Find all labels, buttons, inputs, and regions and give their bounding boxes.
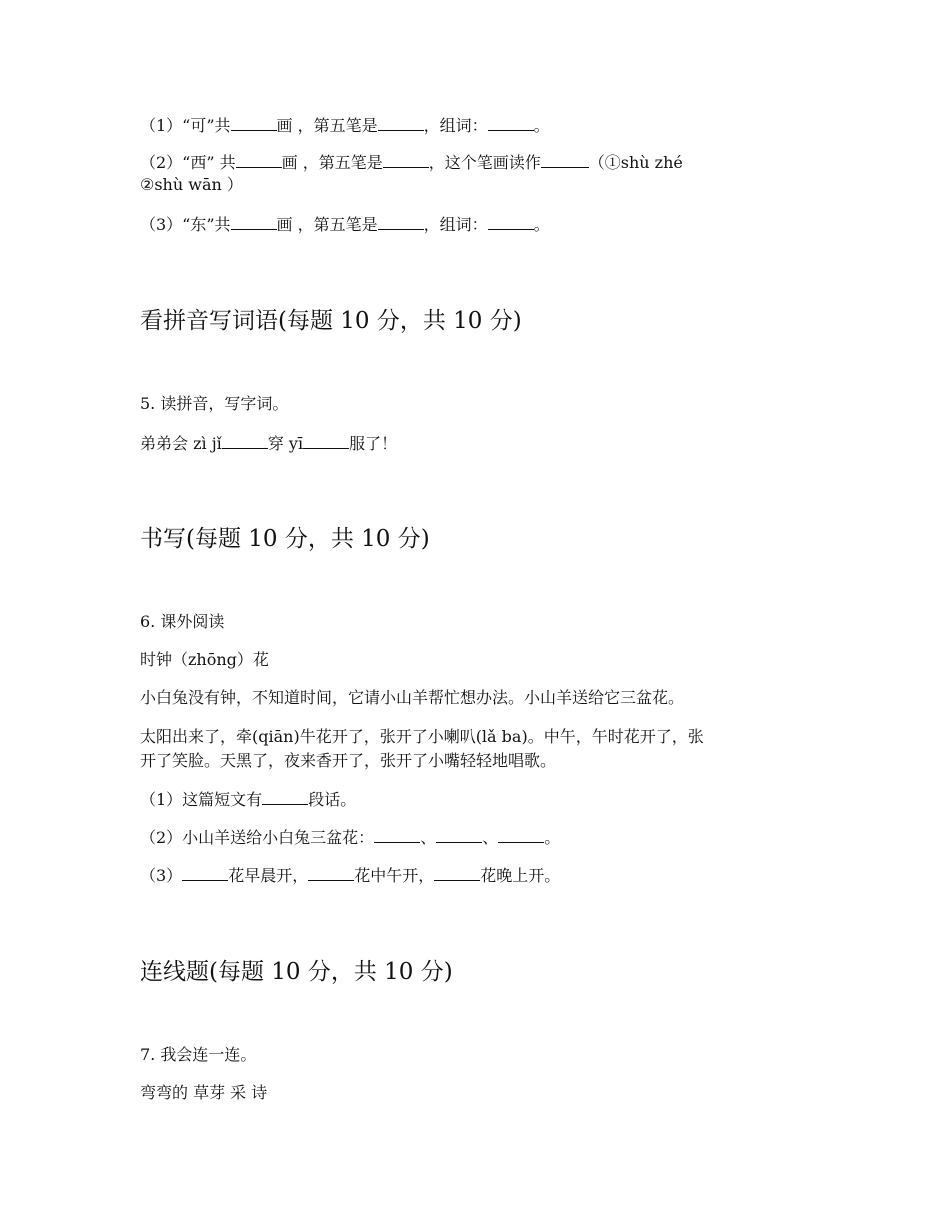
q4-item-1-text-a: （1）“可”共 [140, 116, 231, 135]
section-heading-pinyin: 看拼音写词语(每题 10 分，共 10 分) [140, 308, 522, 334]
q6-item-2 [140, 826, 560, 849]
q6-item-3-text-a: （3） [140, 866, 183, 885]
answer-blank[interactable] [383, 151, 429, 168]
q4-item-1-text-c: ，组词： [423, 116, 488, 135]
section-heading-matching: 连线题(每题 10 分，共 10 分) [140, 959, 453, 985]
answer-blank[interactable] [374, 826, 420, 843]
q7-title: 7. 我会连一连。 [140, 1045, 257, 1064]
answer-blank[interactable] [182, 864, 228, 881]
q6-item-2-end: 。 [544, 828, 561, 847]
answer-blank[interactable] [262, 788, 308, 805]
passage-title: 时钟（zhōng）花 [140, 650, 269, 669]
separator: 、 [420, 828, 437, 847]
q6-item-1-text-a: （1）这篇短文有 [140, 790, 263, 809]
answer-blank[interactable] [436, 826, 482, 843]
q4-item-2 [140, 151, 683, 174]
q5-title: 5. 读拼音，写字词。 [140, 394, 289, 413]
passage-paragraph-1: 小白兔没有钟，不知道时间，它请小山羊帮忙想办法。小山羊送给它三盆花。 [140, 688, 685, 707]
answer-blank[interactable] [231, 213, 277, 230]
q4-item-3 [140, 213, 550, 236]
q5-text-b: 穿 yī [267, 434, 304, 453]
answer-blank[interactable] [378, 114, 424, 131]
q6-item-3-text-b: 花早晨开， [228, 866, 309, 885]
answer-blank[interactable] [236, 151, 282, 168]
section-heading-writing: 书写(每题 10 分，共 10 分) [140, 526, 430, 552]
answer-blank[interactable] [498, 826, 544, 843]
q4-item-3-text-c: ，组词： [423, 215, 488, 234]
q6-item-3-text-d: 花晚上开。 [480, 866, 561, 885]
answer-blank[interactable] [488, 213, 534, 230]
q7-matching-items: 弯弯的 草芽 采 诗 [140, 1083, 268, 1102]
q4-item-2-text-d: （①shù zhé [588, 153, 683, 172]
q4-item-1 [140, 114, 550, 137]
q4-item-3-text-d: 。 [533, 215, 550, 234]
q4-item-2-text-e: ②shù wān ） [140, 175, 243, 194]
answer-blank[interactable] [434, 864, 480, 881]
q5-text-c: 服了！ [349, 434, 398, 453]
answer-blank[interactable] [231, 114, 277, 131]
q4-item-3-text-a: （3）“东”共 [140, 215, 231, 234]
q6-item-3 [140, 864, 560, 887]
passage-paragraph-2-line-2: 开了笑脸。天黑了，夜来香开了，张开了小嘴轻轻地唱歌。 [140, 751, 557, 770]
passage-paragraph-2-line-1: 太阳出来了，牵(qiān)牛花开了，张开了小喇叭(lǎ ba)。中午，午时花开了，张 [140, 727, 704, 746]
q4-item-2-text-b: 画 ，第五笔是 [281, 153, 383, 172]
answer-blank[interactable] [303, 432, 349, 449]
q6-item-2-text-a: （2）小山羊送给小白兔三盆花： [140, 828, 375, 847]
answer-blank[interactable] [308, 864, 354, 881]
answer-blank[interactable] [541, 151, 589, 168]
q4-item-3-text-b: 画 ，第五笔是 [276, 215, 378, 234]
q5-item [140, 432, 397, 455]
answer-blank[interactable] [488, 114, 534, 131]
answer-blank[interactable] [222, 432, 268, 449]
q6-item-1 [140, 788, 356, 811]
q4-item-2-text-a: （2）“西” 共 [140, 153, 236, 172]
q5-text-a: 弟弟会 zì jǐ [140, 434, 222, 453]
q6-title: 6. 课外阅读 [140, 612, 225, 631]
q4-item-1-text-b: 画 ，第五笔是 [276, 116, 378, 135]
separator: 、 [482, 828, 499, 847]
answer-blank[interactable] [378, 213, 424, 230]
q4-item-2-text-c: ，这个笔画读作 [428, 153, 541, 172]
q6-item-3-text-c: 花中午开， [354, 866, 435, 885]
q4-item-2-cont [140, 174, 243, 196]
q4-item-1-text-d: 。 [533, 116, 550, 135]
q6-item-1-text-b: 段话。 [308, 790, 357, 809]
